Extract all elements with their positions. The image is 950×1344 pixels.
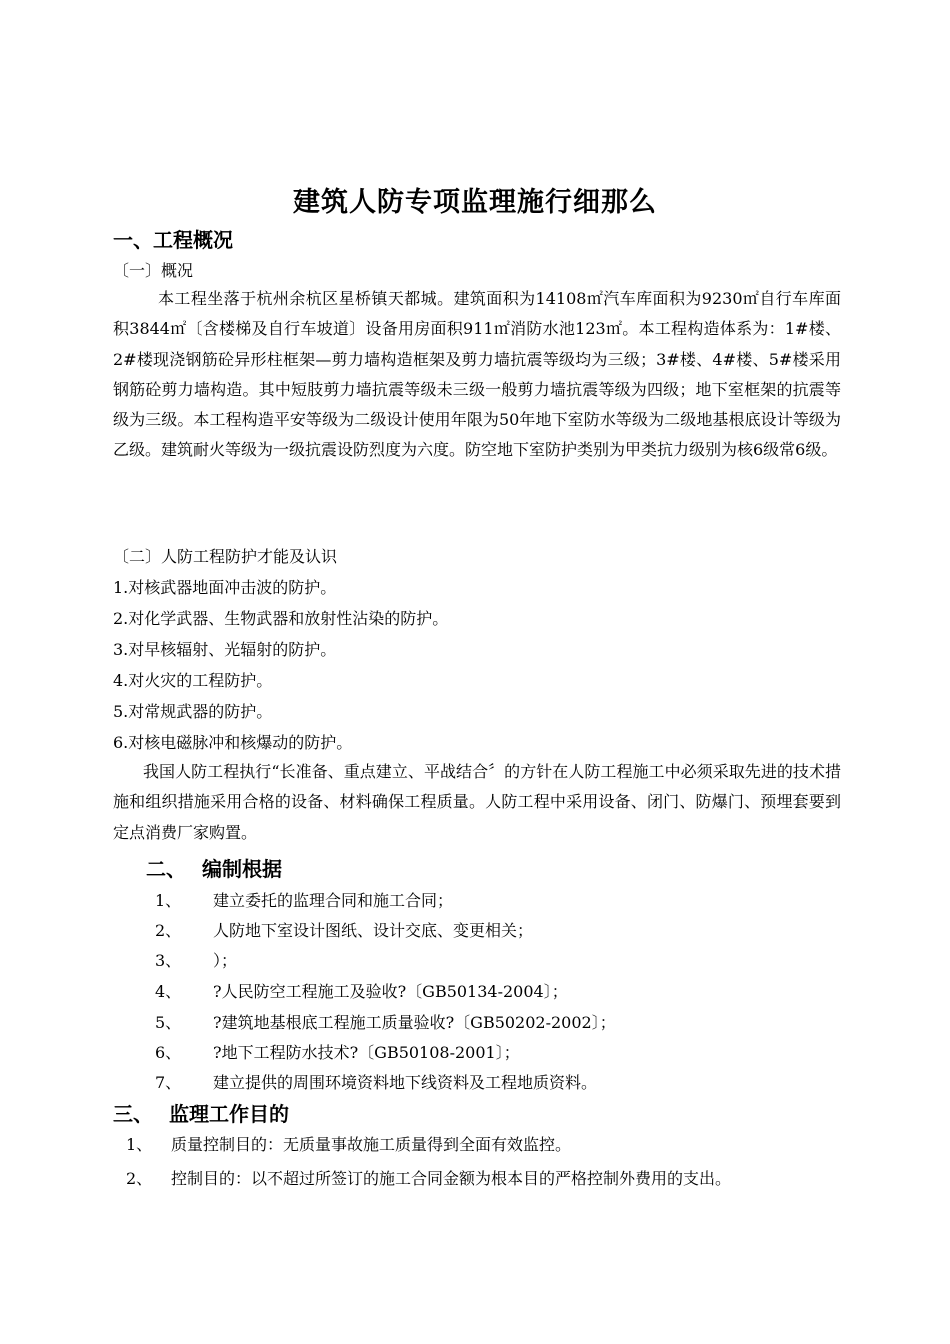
section3-title: 监理工作目的 — [169, 1102, 289, 1126]
section1-sub1: 〔一〕概况 — [113, 261, 194, 280]
section1-heading: 一、工程概况 — [113, 228, 233, 252]
overview-paragraph: 本工程坐落于杭州余杭区星桥镇天都城。建筑面积为14108㎡汽车库面积为9230㎡自行车库面积3844㎡〔含楼梯及自行车坡道〕设备用房面积911㎡消防水池123㎡。本工程构造体系为：1#楼、2#楼现浇钢筋砼异形柱框架—剪力墙构造框架及剪力墙抗震等级均为三级；3#楼、4#楼、5#楼采用钢筋砼剪力墙构造。其中短肢剪力墙抗震等级未三级一般剪力墙抗震等级为四级；地下室框架的抗震等级为三级。本工程构造平安等级为二级设计使用年限为50年地下室防水等级为二级地基根底设计等级为乙级。建筑耐火等级为一级抗震设防烈度为六度。防空地下室防护类别为甲类抗力级别为核6级常6级。 — [113, 289, 841, 460]
basis-item-text: 人防地下室设计图纸、设计交底、变更相关； — [213, 921, 534, 940]
basis-item-number: 7、 — [155, 1073, 182, 1092]
basis-item-number: 3、 — [155, 951, 182, 970]
section1-sub2: 〔二〕人防工程防护才能及认识 — [113, 547, 338, 566]
goal-item — [126, 1166, 731, 1189]
basis-item-text: ?地下工程防水技术?〔GB50108-2001〕； — [213, 1043, 520, 1062]
goal-item-number: 2、 — [126, 1169, 153, 1188]
section3-number: 三、 — [113, 1102, 153, 1126]
section3-heading — [113, 1098, 289, 1127]
protection-item-2: 2.对化学武器、生物武器和放射性沾染的防护。 — [113, 609, 449, 628]
basis-item-text: 建立委托的监理合同和施工合同； — [213, 891, 454, 910]
section2-number: 二、 — [146, 857, 186, 881]
basis-item — [155, 979, 568, 1002]
goal-item-text: 控制目的：以不超过所签订的施工合同金额为根本目的严格控制外费用的支出。 — [171, 1169, 732, 1188]
basis-item-text: 建立提供的周围环境资料地下线资料及工程地质资料。 — [213, 1073, 598, 1092]
goal-item — [126, 1132, 571, 1155]
basis-item — [155, 1070, 597, 1093]
basis-item — [155, 1010, 616, 1033]
protection-item-1: 1.对核武器地面冲击波的防护。 — [113, 578, 337, 597]
basis-item-number: 4、 — [155, 982, 182, 1001]
basis-item — [155, 888, 453, 911]
basis-item-number: 5、 — [155, 1013, 182, 1032]
basis-item-number: 1、 — [155, 891, 182, 910]
basis-item-text: ）； — [213, 951, 238, 970]
document-title: 建筑人防专项监理施行细那么 — [293, 187, 657, 218]
protection-item-6: 6.对核电磁脉冲和核爆动的防护。 — [113, 733, 353, 752]
protection-item-4: 4.对火灾的工程防护。 — [113, 671, 273, 690]
protection-item-3: 3.对早核辐射、光辐射的防护。 — [113, 640, 337, 659]
goal-item-text: 质量控制目的：无质量事故施工质量得到全面有效监控。 — [171, 1135, 572, 1154]
basis-item-text: ?建筑地基根底工程施工质量验收?〔GB50202-2002〕； — [213, 1013, 616, 1032]
basis-item — [155, 1040, 520, 1063]
basis-item — [155, 918, 533, 941]
protection-item-5: 5.对常规武器的防护。 — [113, 702, 273, 721]
goal-item-number: 1、 — [126, 1135, 153, 1154]
basis-item-text: ?人民防空工程施工及验收?〔GB50134-2004〕； — [213, 982, 568, 1001]
basis-item — [155, 948, 237, 971]
section2-title: 编制根据 — [202, 857, 282, 881]
basis-item-number: 2、 — [155, 921, 182, 940]
policy-paragraph: 我国人防工程执行“长准备、重点建立、平战结合〞的方针在人防工程施工中必须采取先进的技术措施和组织措施采用合格的设备、材料确保工程质量。人防工程中采用设备、闭门、防爆门、预埋套要到定点消费厂家购置。 — [113, 762, 841, 842]
basis-item-number: 6、 — [155, 1043, 182, 1062]
section2-heading — [146, 853, 282, 882]
